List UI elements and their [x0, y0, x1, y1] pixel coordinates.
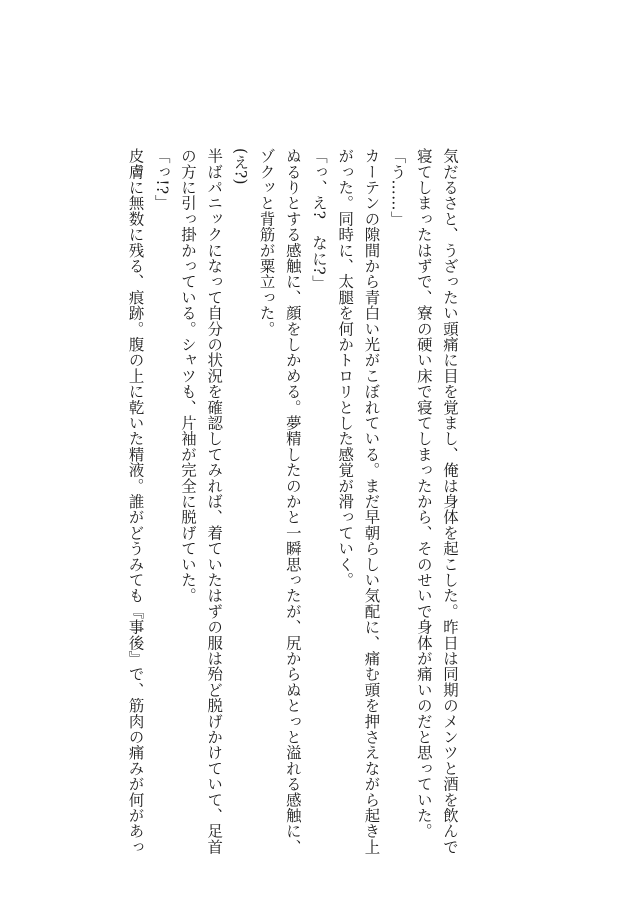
text-line: 「っ、え? なに?」 [309, 148, 328, 291]
text-line: 半ばパニックになって自分の状況を確認してみれば、着ていたはずの服は殆ど脱げかけていて、足首 [205, 148, 224, 855]
text-line: 皮膚に無数に残る、痕跡。腹の上に乾いた精液。誰がどうみても『事後』で、筋肉の痛みが何があっ [126, 148, 145, 855]
vertical-text-body [122, 148, 463, 855]
text-line: 寝てしまったはずで、寮の硬い床で寝てしまったから、そのせいで身体が痛いのだと思っていた。 [414, 148, 433, 839]
text-line: 「う……」 [388, 148, 407, 227]
text-line: (え?) [231, 148, 250, 185]
text-line: 「っ!?」 [152, 148, 171, 211]
text-line: 気だるさと、うざったい頭痛に目を覚まし、俺は身体を起こした。昨日は同期のメンツと酒を飲んで [441, 148, 459, 855]
text-line: がった。同時に、太腿を何かトロリとした感覚が滑っていく。 [336, 148, 355, 588]
text-line: ゾクッと背筋が粟立った。 [257, 148, 276, 337]
text-line: ぬるりとする感触に、顔をしかめる。夢精したのかと一瞬思ったが、尻からぬとっと溢れる感触に、 [283, 148, 302, 855]
text-line: の方に引っ掛かっている。シャツも、片袖が完全に脱げていた。 [178, 148, 197, 604]
text-line: カーテンの隙間から青白い光がこぼれている。まだ早朝らしい気配に、痛む頭を押さえながら起き上 [362, 148, 381, 855]
